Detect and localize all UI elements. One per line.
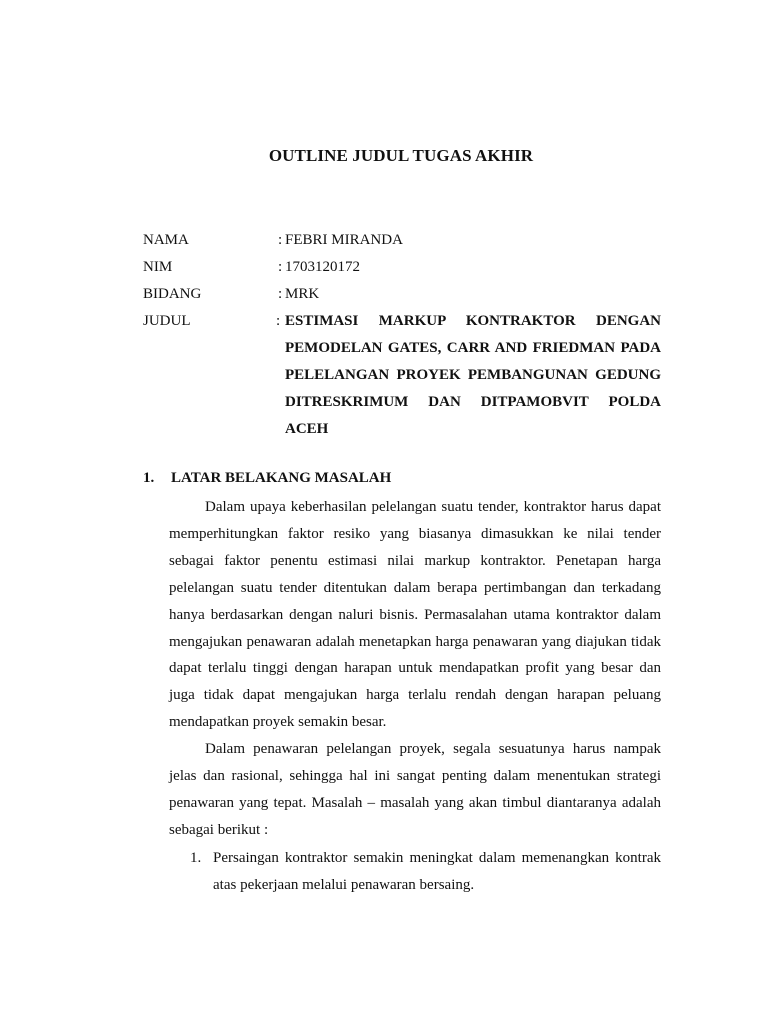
field-row-judul <box>143 310 663 450</box>
field-value-nim: 1703120172 <box>285 259 360 275</box>
body-paragraph: Dalam penawaran pelelangan proyek, segala sesuatunya harus nampak jelas dan rasional, sehingga hal ini sangat penting dalam menentukan strategi penawaran yang tepat. Masalah – masalah yang akan timbul diantaranya adalah sebagai berikut : <box>169 741 661 838</box>
field-value-judul <box>285 308 661 443</box>
field-colon: : <box>278 286 283 302</box>
section-latar-belakang <box>143 467 661 899</box>
list-item-number: 1. <box>190 849 202 866</box>
field-label-nim: NIM <box>143 259 173 275</box>
field-value-nama: FEBRI MIRANDA <box>285 232 403 248</box>
judul-line: DITRESKRIMUM DAN DITPAMOBVIT POLDA <box>285 394 661 410</box>
body-paragraph: Dalam upaya keberhasilan pelelangan suatu tender, kontraktor harus dapat memperhitungkan faktor resiko yang biasanya dimasukkan ke nilai tender sebagai faktor penentu estimasi nilai markup kontraktor. Penetapan harga pelelangan suatu tender ditentukan dalam berapa pertimbangan dan terkadang hanya berdasarkan dengan naluri bisnis. Permasalahan utama kontraktor dalam mengajukan penawaran adalah menetapkan harga penawaran yang diajukan tidak dapat terlalu tinggi dengan harapan untuk mendapatkan profit yang besar dan juga tidak dapat mengajukan harga terlalu rendah dengan harapan peluang mendapatkan proyek semakin besar. <box>169 499 661 731</box>
document-title: OUTLINE JUDUL TUGAS AKHIR <box>268 146 534 165</box>
field-colon: : <box>278 259 283 275</box>
field-colon: : <box>278 232 283 248</box>
section-heading <box>143 467 661 494</box>
judul-line: ESTIMASI MARKUP KONTRAKTOR DENGAN <box>285 313 661 329</box>
field-value-bidang: MRK <box>285 286 320 302</box>
field-label-bidang: BIDANG <box>143 286 202 302</box>
field-label-judul: JUDUL <box>143 313 191 329</box>
judul-line: PELELANGAN PROYEK PEMBANGUNAN GEDUNG <box>285 367 661 383</box>
field-label-nama: NAMA <box>143 232 189 248</box>
section-title: LATAR BELAKANG MASALAH <box>171 470 392 486</box>
judul-line: PEMODELAN GATES, CARR AND FRIEDMAN PADA <box>285 340 661 356</box>
field-row-nim <box>143 256 663 283</box>
identity-block <box>143 229 663 450</box>
section-number: 1. <box>143 470 155 486</box>
judul-line: ACEH <box>285 421 329 437</box>
field-colon: : <box>276 313 281 329</box>
list-item-text: Persaingan kontraktor semakin meningkat dalam memenangkan kontrak atas pekerjaan melalui penawaran bersaing. <box>213 849 661 893</box>
field-row-bidang <box>143 283 663 310</box>
numbered-list <box>190 845 661 899</box>
field-row-nama <box>143 229 663 256</box>
